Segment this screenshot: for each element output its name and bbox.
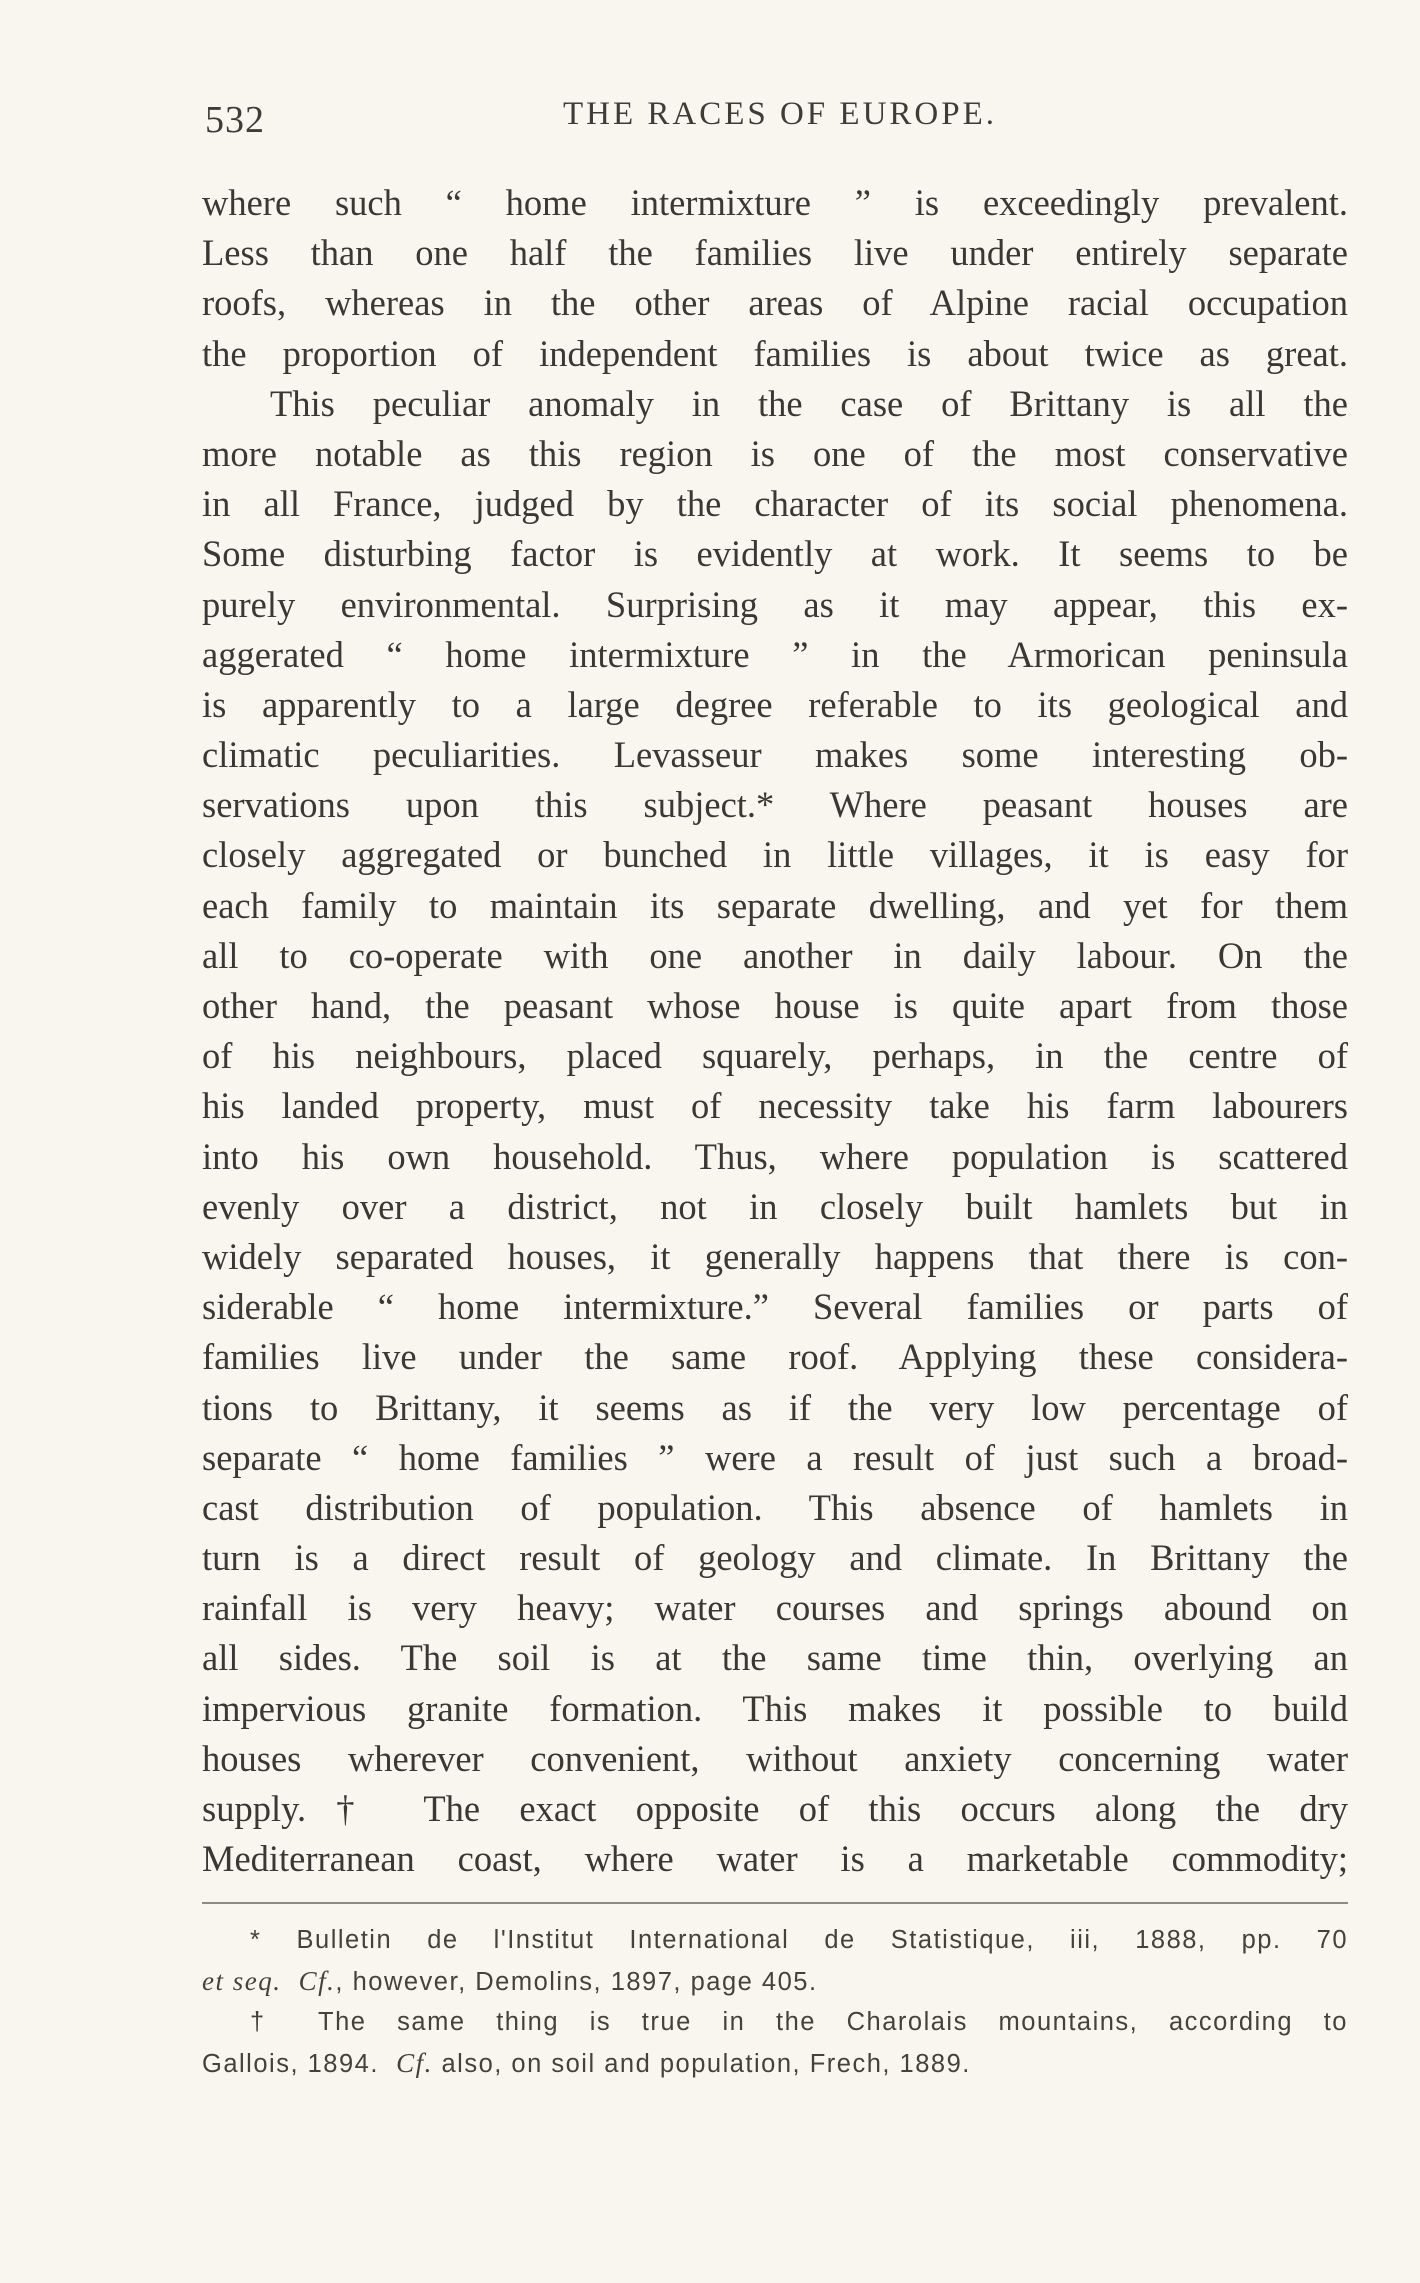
body-line: each family to maintain its separate dwelling, and yet for them <box>202 884 1348 926</box>
footnotes <box>202 1920 1348 2084</box>
footnote-1-italic-cf: Cf. <box>298 1966 336 1996</box>
body-line: his landed property, must of necessity take his farm labourers <box>202 1085 1348 1127</box>
body-line: separate “ home families ” were a result of just such a broad- <box>202 1436 1348 1478</box>
body-line: where such “ home intermixture ” is exceedingly prevalent. <box>202 182 1348 223</box>
footnote-1-line-2-rest: , however, Demolins, 1897, page 405. <box>335 1968 818 1996</box>
body-line: is apparently to a large degree referable to its geological and <box>202 683 1348 725</box>
body-line: climatic peculiarities. Levasseur makes some interesting ob- <box>202 734 1348 776</box>
body-line: of his neighbours, placed squarely, perhaps, in the centre of <box>202 1035 1348 1077</box>
body-line: other hand, the peasant whose house is quite apart from those <box>202 985 1348 1026</box>
body-line: into his own household. Thus, where population is scattered <box>202 1135 1348 1177</box>
footnote-1-line-1: * Bulletin de l'Institut International de Statistique, iii, 1888, pp. 70 <box>250 1926 1348 1954</box>
body-line: closely aggregated or bunched in little villages, it is easy for <box>202 834 1348 876</box>
footnote-2-line-1: † The same thing is true in the Charolais mountains, according to <box>250 2008 1348 2036</box>
footnote-2-line-2-a: Gallois, 1894. <box>202 2050 379 2078</box>
body-line: houses wherever convenient, without anxiety concerning water <box>202 1737 1348 1779</box>
body-line: evenly over a district, not in closely built hamlets but in <box>202 1185 1348 1227</box>
body-line: servations upon this subject.* Where peasant houses are <box>202 784 1348 826</box>
body-line: cast distribution of population. This absence of hamlets in <box>202 1486 1348 1528</box>
body-line: impervious granite formation. This makes it possible to build <box>202 1687 1348 1729</box>
body-line: widely separated houses, it generally happens that there is con- <box>202 1235 1348 1277</box>
body-line: rainfall is very heavy; water courses and springs abound on <box>202 1587 1348 1629</box>
body-line: tions to Brittany, it seems as if the very low percentage of <box>202 1386 1348 1428</box>
footnote-2-line-2-b: also, on soil and population, Frech, 1889. <box>441 2050 971 2078</box>
body-line: aggerated “ home intermixture ” in the Armorican peninsula <box>202 633 1348 675</box>
footnote-rule <box>202 1902 1348 1904</box>
body-line: turn is a direct result of geology and climate. In Brittany the <box>202 1537 1348 1579</box>
body-line: all sides. The soil is at the same time thin, overlying an <box>202 1637 1348 1679</box>
footnote-2-line-2 <box>202 2043 1348 2084</box>
footnote-2-italic-cf: Cf. <box>396 2048 433 2078</box>
body-text <box>202 178 1348 1884</box>
body-line: Mediterranean coast, where water is a marketable commodity; <box>202 1838 1348 1880</box>
body-line: siderable “ home intermixture.” Several families or parts of <box>202 1286 1348 1328</box>
footnote-1-italic-et-seq: et seq. <box>202 1966 282 1996</box>
body-line: roofs, whereas in the other areas of Alpine racial occupation <box>202 282 1348 324</box>
page-number: 532 <box>205 99 265 141</box>
body-line: the proportion of independent families is about twice as great. <box>202 332 1348 374</box>
body-line: purely environmental. Surprising as it may appear, this ex- <box>202 583 1348 625</box>
body-line: This peculiar anomaly in the case of Brittany is all the <box>270 382 1348 424</box>
body-line: families live under the same roof. Applying these considera- <box>202 1336 1348 1378</box>
body-line: Some disturbing factor is evidently at work. It seems to be <box>202 533 1348 575</box>
body-line: supply.† The exact opposite of this occurs along the dry <box>202 1788 1348 1829</box>
footnote-1-line-2 <box>202 1961 1348 2002</box>
body-line: more notable as this region is one of the most conservative <box>202 432 1348 474</box>
body-line: in all France, judged by the character of its social phenomena. <box>202 483 1348 525</box>
running-head: THE RACES OF EUROPE. <box>562 96 998 132</box>
body-line: Less than one half the families live under entirely separate <box>202 232 1348 274</box>
body-line: all to co-operate with one another in daily labour. On the <box>202 934 1348 976</box>
